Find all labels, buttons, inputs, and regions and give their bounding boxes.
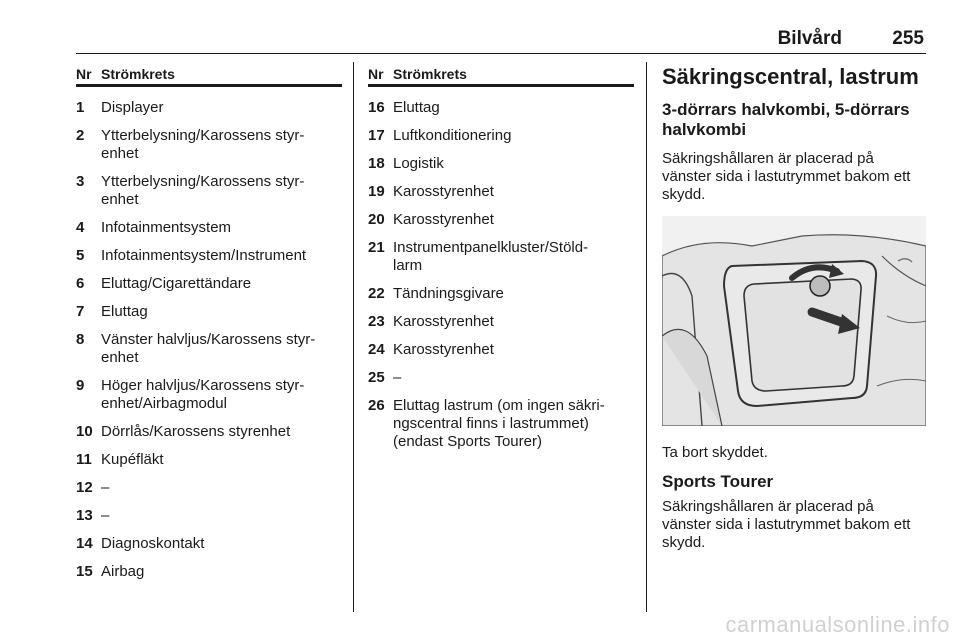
fuse-number: 1 bbox=[76, 99, 85, 116]
page-number: 255 bbox=[892, 28, 924, 49]
table-row bbox=[368, 285, 634, 303]
fuse-number: 25 bbox=[368, 369, 385, 386]
table-row bbox=[368, 183, 634, 201]
fuse-number: 15 bbox=[76, 563, 93, 580]
table-header bbox=[76, 66, 342, 87]
watermark: carmanualsonline.info bbox=[725, 612, 950, 637]
fuse-number: 5 bbox=[76, 247, 85, 264]
fuse-number: 19 bbox=[368, 183, 385, 200]
fuse-number: 3 bbox=[76, 173, 85, 190]
header-nr: Nr bbox=[76, 66, 92, 82]
fuse-circuit: Höger halvljus/Karossens styr- enhet/Airbagmodul bbox=[101, 377, 305, 412]
fuse-circuit: Airbag bbox=[101, 563, 145, 580]
table-row bbox=[368, 127, 634, 145]
fuse-circuit: Ytterbelysning/Karossens styr- enhet bbox=[101, 127, 305, 162]
header-circuit: Strömkrets bbox=[393, 66, 467, 82]
table-row bbox=[76, 535, 342, 553]
table-row bbox=[76, 99, 342, 117]
fuse-circuit: Tändningsgivare bbox=[393, 285, 504, 302]
fuse-number: 6 bbox=[76, 275, 85, 292]
fuse-circuit: Eluttag bbox=[393, 99, 440, 116]
fuse-number: 9 bbox=[76, 377, 85, 394]
page-header bbox=[76, 28, 926, 54]
table-row bbox=[76, 423, 342, 441]
table-row bbox=[368, 397, 634, 451]
fuse-circuit: Karosstyrenhet bbox=[393, 211, 494, 228]
fuse-number: 20 bbox=[368, 211, 385, 228]
fuse-circuit: – bbox=[101, 507, 110, 524]
fuse-table-right bbox=[368, 66, 634, 451]
table-row bbox=[76, 479, 342, 497]
section-heading: Säkringscentral, lastrum bbox=[662, 64, 919, 89]
paragraph-hatchback: Säkringshållaren är placerad på vänster sida i lastutrymmet bakom ett skydd. bbox=[662, 150, 911, 203]
fuse-circuit: Eluttag bbox=[101, 303, 148, 320]
fuse-number: 18 bbox=[368, 155, 385, 172]
figure-caption: Ta bort skyddet. bbox=[662, 444, 768, 461]
table-row bbox=[76, 247, 342, 265]
column-divider-2 bbox=[646, 62, 647, 612]
fuse-circuit: Eluttag/Cigarettändare bbox=[101, 275, 252, 292]
table-header bbox=[368, 66, 634, 87]
fuse-number: 22 bbox=[368, 285, 385, 302]
fuse-circuit: Karosstyrenhet bbox=[393, 313, 494, 330]
table-row bbox=[368, 239, 634, 275]
table-row bbox=[76, 451, 342, 469]
fuse-number: 12 bbox=[76, 479, 93, 496]
section-cargo-fuse bbox=[662, 64, 928, 204]
fuse-number: 2 bbox=[76, 127, 85, 144]
fuse-circuit: – bbox=[393, 369, 402, 386]
header-rule bbox=[76, 53, 926, 54]
table-row bbox=[76, 303, 342, 321]
fuse-number: 8 bbox=[76, 331, 85, 348]
fuse-table-left bbox=[76, 66, 342, 581]
table-row bbox=[76, 219, 342, 237]
table-row bbox=[368, 99, 634, 117]
fuse-circuit: Diagnoskontakt bbox=[101, 535, 205, 552]
table-row bbox=[368, 369, 634, 387]
fuse-circuit: Ytterbelysning/Karossens styr- enhet bbox=[101, 173, 305, 208]
fuse-number: 14 bbox=[76, 535, 93, 552]
table-row bbox=[76, 563, 342, 581]
fuse-circuit: Infotainmentsystem bbox=[101, 219, 232, 236]
table-row bbox=[76, 507, 342, 525]
fuse-number: 17 bbox=[368, 127, 385, 144]
header-circuit: Strömkrets bbox=[101, 66, 175, 82]
fuse-circuit: Vänster halvljus/Karossens styr- enhet bbox=[101, 331, 316, 366]
fuse-circuit: Luftkonditionering bbox=[393, 127, 512, 144]
paragraph-sports-tourer: Säkringshållaren är placerad på vänster sida i lastutrymmet bakom ett skydd. bbox=[662, 498, 911, 551]
fuse-circuit: – bbox=[101, 479, 110, 496]
table-row bbox=[368, 313, 634, 331]
fuse-number: 23 bbox=[368, 313, 385, 330]
fuse-number: 11 bbox=[76, 451, 92, 468]
fuse-number: 10 bbox=[76, 423, 93, 440]
fuse-circuit: Kupéfläkt bbox=[101, 451, 164, 468]
fuse-circuit: Instrumentpanelkluster/Stöld- larm bbox=[393, 239, 589, 274]
fuse-number: 21 bbox=[368, 239, 385, 256]
subheading-hatchback: 3-dörrars halvkombi, 5-dörrars halvkombi bbox=[662, 100, 910, 139]
page-title: Bilvård bbox=[777, 28, 842, 49]
subheading-sports-tourer: Sports Tourer bbox=[662, 472, 774, 491]
fuse-number: 4 bbox=[76, 219, 85, 236]
fuse-circuit: Infotainmentsystem/Instrument bbox=[101, 247, 307, 264]
fuse-circuit: Logistik bbox=[393, 155, 444, 172]
table-row bbox=[76, 275, 342, 293]
table-row bbox=[368, 341, 634, 359]
cargo-cover-illustration bbox=[662, 216, 926, 426]
header-nr: Nr bbox=[368, 66, 384, 82]
column-divider-1 bbox=[353, 62, 354, 612]
fuse-circuit: Karosstyrenhet bbox=[393, 341, 494, 358]
fuse-number: 13 bbox=[76, 507, 93, 524]
fuse-number: 16 bbox=[368, 99, 385, 116]
fuse-number: 26 bbox=[368, 397, 385, 414]
table-row bbox=[368, 211, 634, 229]
section-sports-tourer bbox=[662, 472, 928, 552]
cargo-cover-drawing bbox=[662, 216, 926, 426]
fuse-circuit: Displayer bbox=[101, 99, 164, 116]
fuse-circuit: Karosstyrenhet bbox=[393, 183, 494, 200]
fuse-number: 24 bbox=[368, 341, 385, 358]
table-row bbox=[76, 331, 342, 367]
fuse-circuit: Dörrlås/Karossens styrenhet bbox=[101, 423, 291, 440]
table-row bbox=[76, 127, 342, 163]
fuse-circuit: Eluttag lastrum (om ingen säkri- ngscentral finns i lastrummet) (endast Sports Tourer) bbox=[393, 397, 605, 450]
fuse-number: 7 bbox=[76, 303, 85, 320]
table-row bbox=[76, 173, 342, 209]
table-row bbox=[368, 155, 634, 173]
table-row bbox=[76, 377, 342, 413]
